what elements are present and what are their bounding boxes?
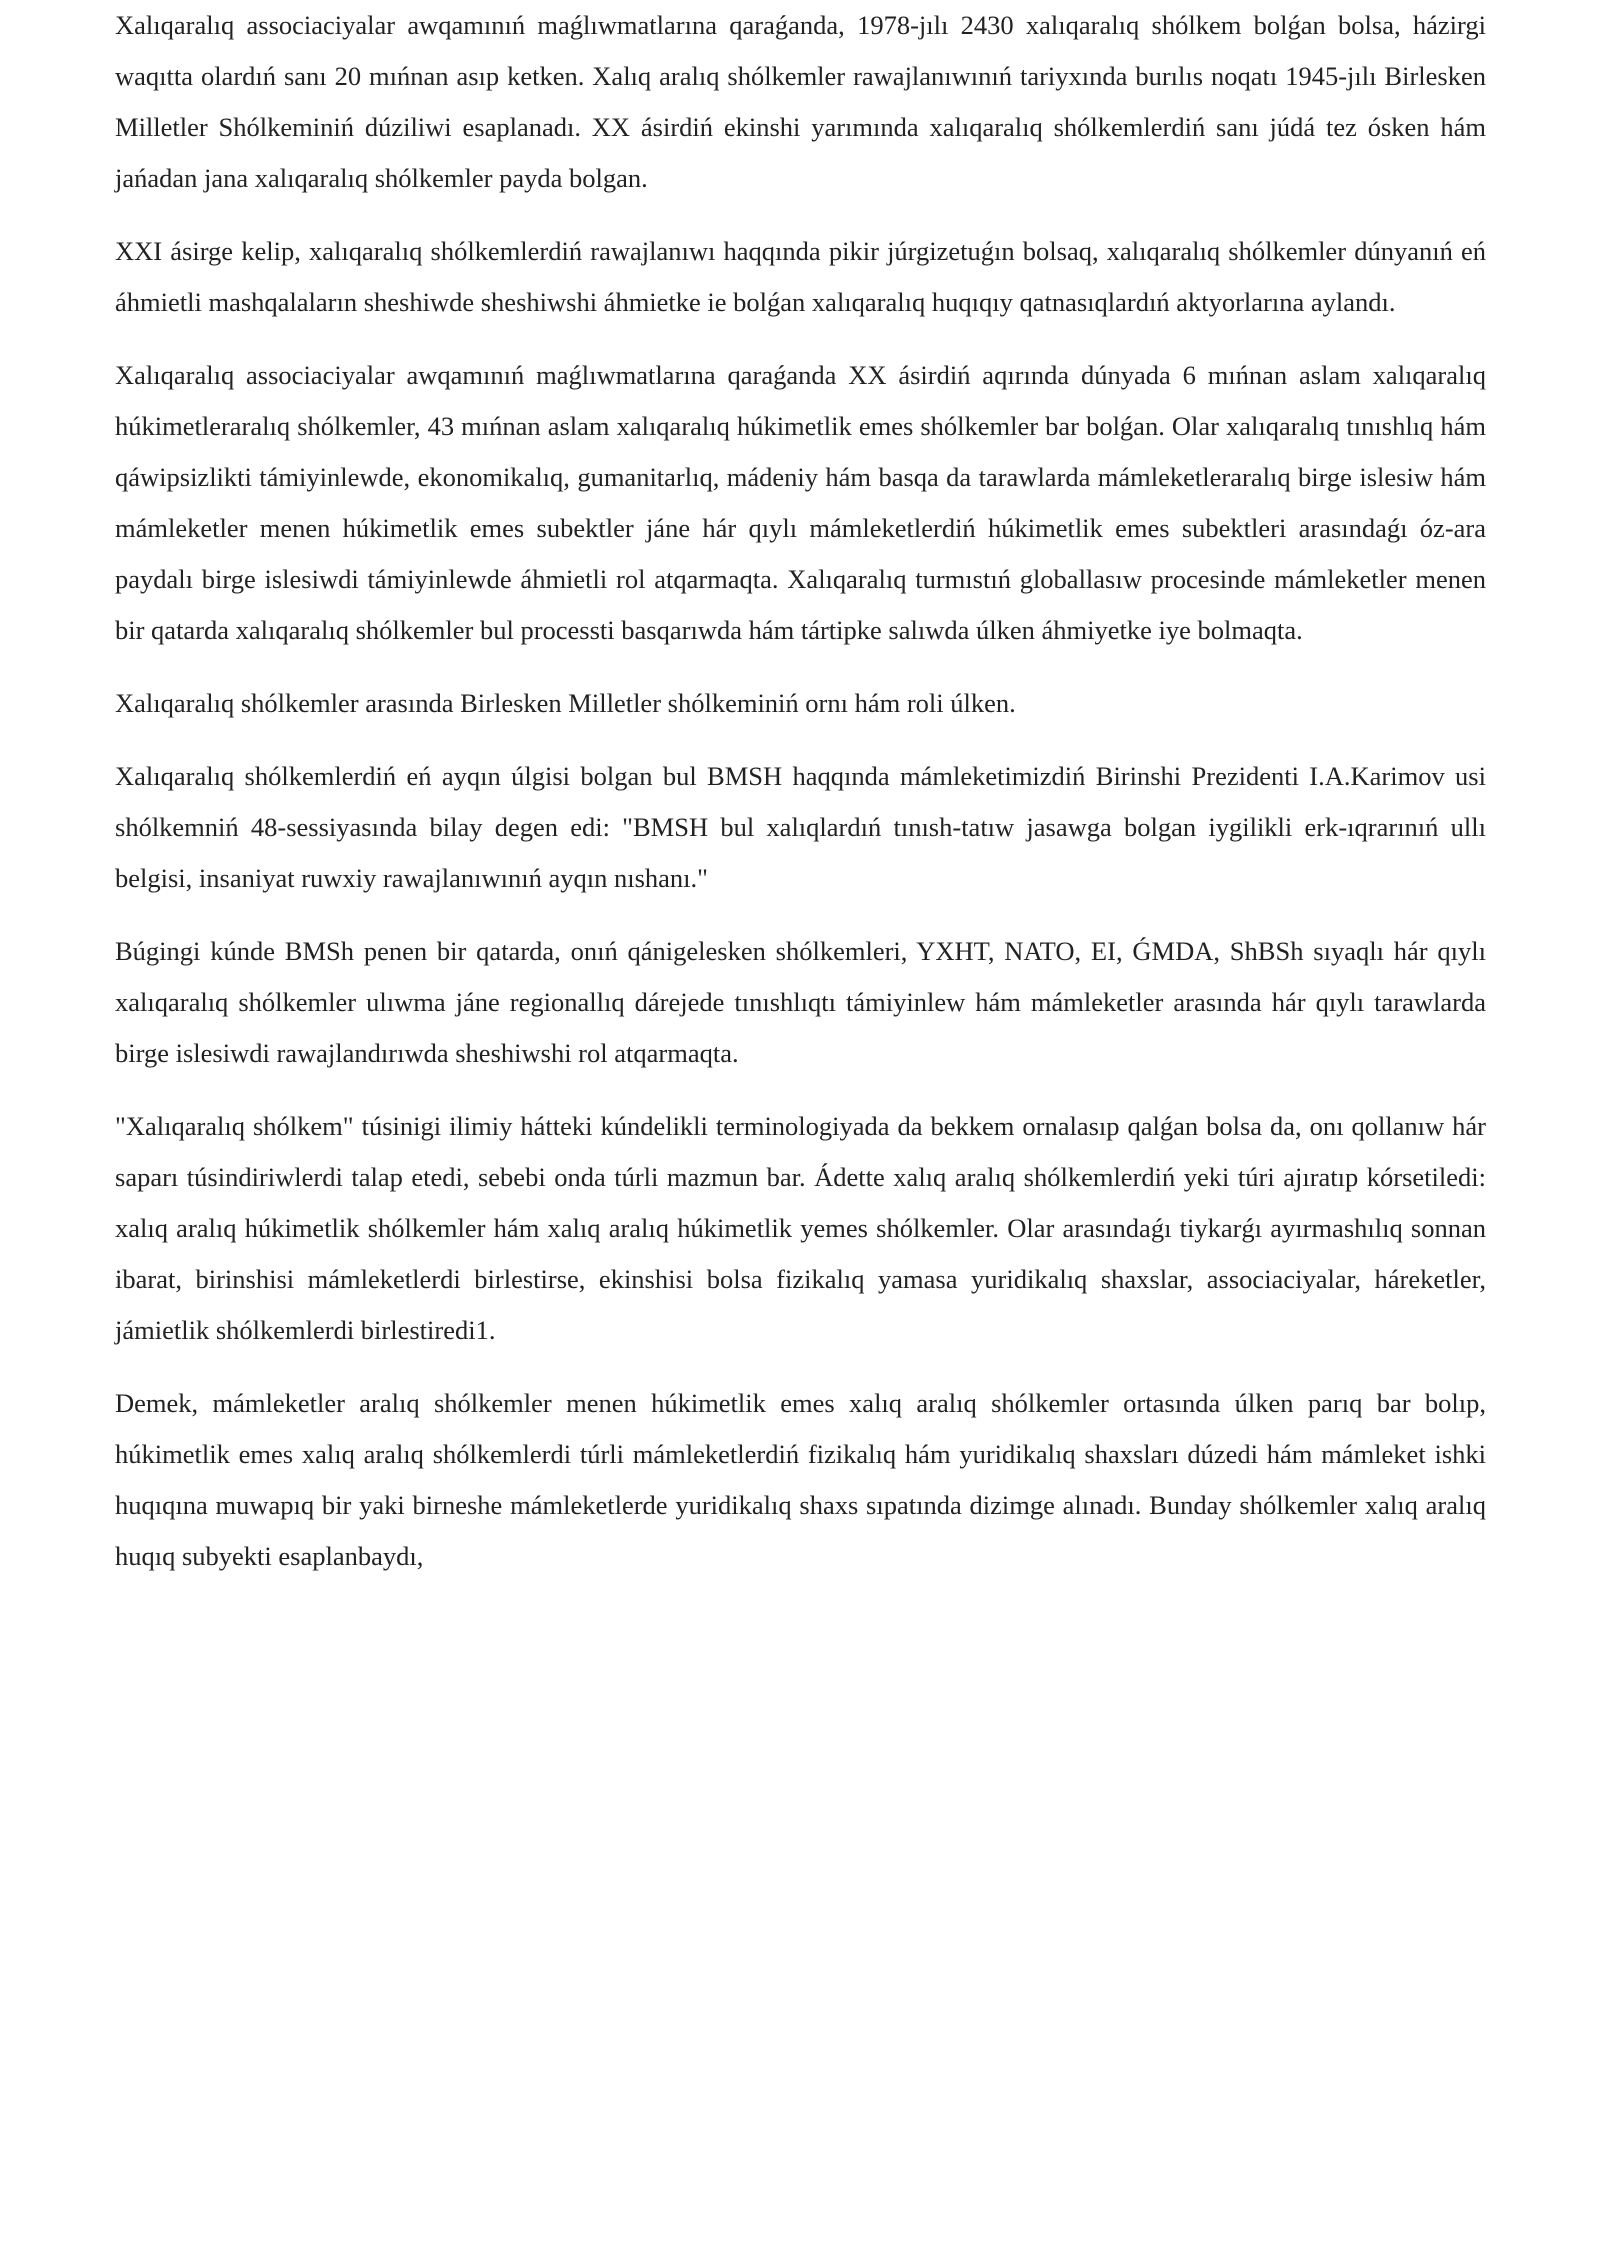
paragraph-8: Demek, mámleketler aralıq shólkemler menen húkimetlik emes xalıq aralıq shólkemler ortasında úlken parıq bar bolıp, húkimetlik emes xalıq aralıq shólkemlerdi túrli mámleketlerdiń fizikalıq hám yuridikalıq shaxsları dúzedi hám mámleket ishki huqıqına muwapıq bir yaki birneshe mámleketlerde yuridikalıq shaxs sıpatında dizimge alınadı. Bunday shólkemler xalıq aralıq huqıq subyekti esaplanbaydı, (115, 1388, 1486, 1571)
paragraph-6: Búgingi kúnde BMSh penen bir qatarda, onıń qánigelesken shólkemleri, YXHT, NATO, EI, ǴMDA, ShBSh sıyaqlı hár qıylı xalıqaralıq shólkemler ulıwma jáne regionallıq dárejede tınıshlıqtı támiyinlew hám mámleketler arasında hár qıylı tarawlarda birge islesiwdi rawajlandırıwda sheshiwshi rol atqarmaqta. (115, 936, 1486, 1068)
paragraph-7: "Xalıqaralıq shólkem" túsinigi ilimiy hátteki kúndelikli terminologiyada da bekkem ornalasıp qalǵan bolsa da, onı qollanıw hár saparı túsindiriwlerdi talap etedi, sebebi onda túrli mazmun bar. Ádette xalıq aralıq shólkemlerdiń yeki túri ajıratıp kórsetiledi: xalıq aralıq húkimetlik shólkemler hám xalıq aralıq húkimetlik yemes shólkemler. Olar arasındaǵı tiykarǵı ayırmashılıq sonnan ibarat, birinshisi mámleketlerdi birlestirse, ekinshisi bolsa fizikalıq yamasa yuridikalıq shaxslar, associaciyalar, háreketler, jámietlik shólkemlerdi birlestiredi1. (115, 1111, 1486, 1345)
paragraph-4: Xalıqaralıq shólkemler arasında Birlesken Milletler shólkeminiń ornı hám roli úlken. (115, 688, 1016, 718)
paragraph-5: Xalıqaralıq shólkemlerdiń eń ayqın úlgisi bolgan bul BMSH haqqında mámleketimizdiń Birinshi Prezidenti I.A.Karimov usi shólkemniń 48-sessiyasında bilay degen edi: "BMSH bul xalıqlardıń tınısh-tatıw jasawga bolgan iygilikli erk-ıqrarınıń ullı belgisi, insaniyat ruwxiy rawajlanıwınıń ayqın nıshanı." (115, 761, 1486, 893)
document-body (115, 0, 1486, 1604)
paragraph-3: Xalıqaralıq associaciyalar awqamınıń maǵlıwmatlarına qaraǵanda XX ásirdiń aqırında dúnyada 6 mıńnan aslam xalıqaralıq húkimetleraralıq shólkemler, 43 mıńnan aslam xalıqaralıq húkimetlik emes shólkemler bar bolǵan. Olar xalıqaralıq tınıshlıq hám qáwipsizlikti támiyinlewde, ekonomikalıq, gumanitarlıq, mádeniy hám basqa da tarawlarda mámleketleraralıq birge islesiw hám mámleketler menen húkimetlik emes subektler jáne hár qıylı mámleketlerdiń húkimetlik emes subektleri arasındaǵı óz-ara paydalı birge islesiwdi támiyinlewde áhmietli rol atqarmaqta. Xalıqaralıq turmıstıń globallasıw procesinde mámleketler menen bir qatarda xalıqaralıq shólkemler bul processti basqarıwda hám tártipke salıwda úlken áhmiyetke iye bolmaqta. (115, 360, 1486, 645)
paragraph-2: XXI ásirge kelip, xalıqaralıq shólkemlerdiń rawajlanıwı haqqında pikir júrgizetuǵın bolsaq, xalıqaralıq shólkemler dúnyanıń eń áhmietli mashqalaların sheshiwde sheshiwshi áhmietke ie bolǵan xalıqaralıq huqıqıy qatnasıqlardıń aktyorlarına aylandı. (115, 236, 1486, 317)
paragraph-1: Xalıqaralıq associaciyalar awqamınıń maǵlıwmatlarına qaraǵanda, 1978-jılı 2430 xalıqaralıq shólkem bolǵan bolsa, házirgi waqıtta olardıń sanı 20 mıńnan asıp ketken. Xalıq aralıq shólkemler rawajlanıwınıń tariyxında burılıs noqatı 1945-jılı Birlesken Milletler Shólkeminiń dúziliwi esaplanadı. XX ásirdiń ekinshi yarımında xalıqaralıq shólkemlerdiń sanı júdá tez ósken hám jańadan jana xalıqaralıq shólkemler payda bolgan. (115, 10, 1486, 193)
